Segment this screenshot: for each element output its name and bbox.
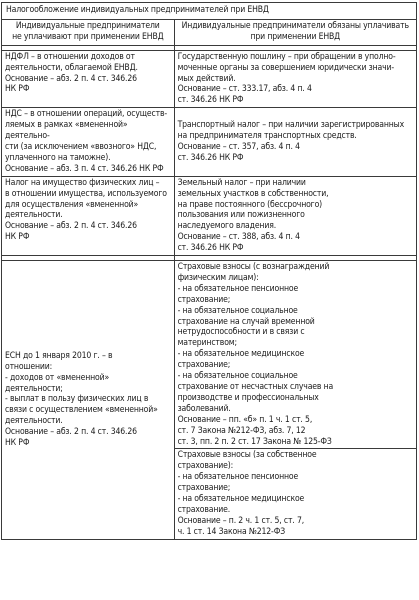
cell-transport-tax: Транспортный налог – при наличии зарегистрированных на предпринимателя транспортных средств. Основание – ст. 357, абз. 4 п. 4 ст. 346.26 НК РФ xyxy=(174,108,416,176)
table-header-row xyxy=(2,19,417,45)
cell-land-tax: Земельный налог – при наличии земельных участков в собственности, на праве постоянного (бессрочного) пользования или пожизненного наследуемого владения. Основание – ст. 388, абз. 4 п. 4 ст. 346.26 НК РФ xyxy=(174,176,416,255)
table-row xyxy=(2,176,417,255)
cell-insurance-self: Страховые взносы (за собственное страхование): - на обязательное пенсионное страхование; - на обязательное медицинское страхование. Основание – п. 2 ч. 1 ст. 5, ст. 7, ч. 1 ст. 14 Закона №212-ФЗ xyxy=(174,449,416,539)
cell-vat: НДС – в отношении операций, осуществ- ляемых в рамках «вмененной» деятельно- сти (за исключением «ввозного» НДС, уплаченного на таможне). Основание – абз. 3 п. 4 ст. 346.26 НК РФ xyxy=(2,108,175,176)
cell-state-duty: Государственную пошлину – при обращении в уполно- моченные органы за совершением юридически значи- мых действий. Основание – ст. 333.17, абз. 4 п. 4 ст. 346.26 НК РФ xyxy=(174,50,416,108)
cell-property-tax: Налог на имущество физических лиц – в отношении имущества, используемого для осуществления «вмененной» деятельности. Основание – абз. 2 п. 4 ст. 346.26 НК РФ xyxy=(2,176,175,255)
table-row xyxy=(2,50,417,108)
table-title-row xyxy=(2,3,417,20)
table-row xyxy=(2,261,417,449)
table-row xyxy=(2,108,417,176)
cell-ndfl: НДФЛ – в отношении доходов от деятельности, облагаемой ЕНВД. Основание – абз. 2 п. 4 ст. 346.26 НК РФ xyxy=(2,50,175,108)
header-must-pay: Индивидуальные предприниматели обязаны уплачивать при применении ЕНВД xyxy=(174,19,416,45)
cell-insurance-employees: Страховые взносы (с вознаграждений физическим лицам): - на обязательное пенсионное страхование; - на обязательное социальное страхование на случай временной нетрудоспособности и в связи с материнством; - на обязательное медицинское страхование; - на обязательное социальное страхование от несчастных случаев на производстве и профессиональных заболеваний. Основание – пп. «б» п. 1 ч. 1 ст. 5, ст. 7 Закона №212-ФЗ, абз. 7, 12 ст. 3, пп. 2 п. 2 ст. 17 Закона № 125-ФЗ xyxy=(174,261,416,449)
cell-esn: ЕСН до 1 января 2010 г. – в отношении: - доходов от «вмененной» деятельности; - выплат в пользу физических лиц в связи с осуществлением «вмененной» деятельности. Основание – абз. 2 п. 4 ст. 346.26 НК РФ xyxy=(2,261,175,540)
header-not-paid: Индивидуальные предприниматели не уплачивают при применении ЕНВД xyxy=(2,19,175,45)
envd-tax-table xyxy=(1,2,417,540)
table-title: Налогообложение индивидуальных предпринимателей при ЕНВД xyxy=(2,3,417,20)
